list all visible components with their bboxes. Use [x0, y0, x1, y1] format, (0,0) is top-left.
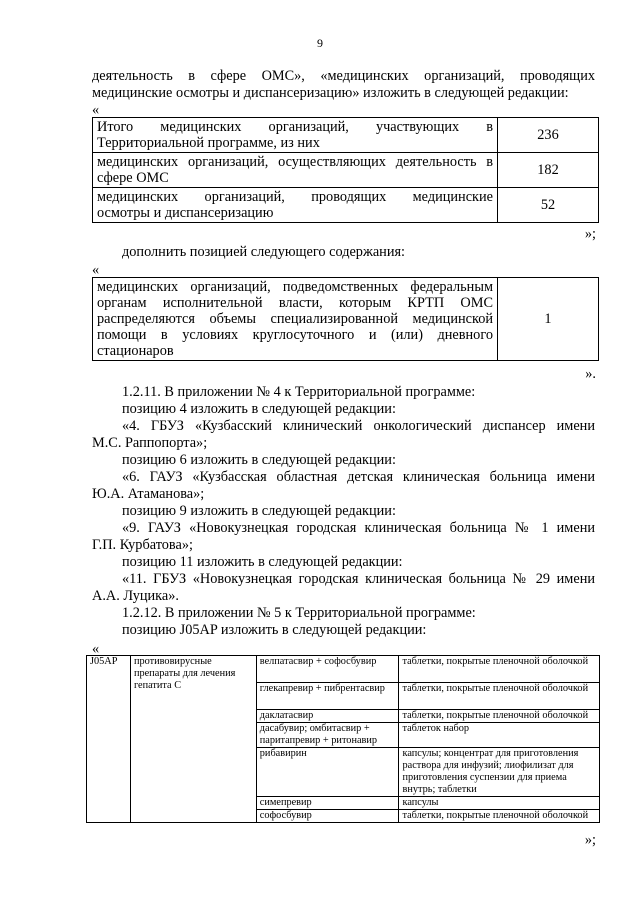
table-cell-value: 182 — [498, 153, 599, 188]
body-line: М.С. Раппопорта»; — [92, 435, 208, 451]
cell-line: медицинских организаций, проводящих медицинские — [97, 189, 493, 205]
table-cell-value: 1 — [498, 278, 599, 361]
close-quote-1: »; — [584, 226, 596, 242]
table-cell-value: 52 — [498, 188, 599, 223]
dosage-form-cell: таблетки, покрытые пленочной оболочкой — [399, 656, 600, 683]
body-line: позицию J05AP изложить в следующей редакции: — [122, 622, 427, 638]
table-cell-label — [93, 118, 498, 153]
table-row — [87, 656, 600, 683]
dosage-form-cell: капсулы; концентрат для приготовления раствора для инфузий; лиофилизат для приготовления суспензии для приема внутрь; таблетки — [399, 748, 600, 797]
cell-line: осмотры и диспансеризацию — [97, 205, 274, 221]
table-row — [93, 188, 599, 223]
table-cell-value: 236 — [498, 118, 599, 153]
drug-name-cell: дасабувир; омбитасвир + паритапревир + ритонавир — [256, 723, 399, 748]
body-line: Г.П. Курбатова»; — [92, 537, 193, 553]
cell-line: медицинских организаций, осуществляющих деятельность в — [97, 154, 493, 170]
body-line: Ю.А. Атаманова»; — [92, 486, 205, 502]
drug-name-cell: велпатасвир + софосбувир — [256, 656, 399, 683]
dosage-form-cell: таблеток набор — [399, 723, 600, 748]
table-row — [93, 118, 599, 153]
body-line: А.А. Луцика». — [92, 588, 179, 604]
cell-line: медицинских организаций, подведомственных федеральным — [97, 279, 493, 295]
cell-line: сфере ОМС — [97, 170, 169, 186]
atc-code-cell: J05AP — [87, 656, 131, 823]
cell-line: стационаров — [97, 343, 174, 359]
close-quote-3: »; — [584, 832, 596, 848]
drug-name-cell: глекапревир + пибрентасвир — [256, 683, 399, 710]
drug-name-cell: софосбувир — [256, 810, 399, 823]
drug-name-cell: симепревир — [256, 797, 399, 810]
dosage-form-cell: таблетки, покрытые пленочной оболочкой — [399, 810, 600, 823]
table-row — [93, 153, 599, 188]
body-line: «9. ГАУЗ «Новокузнецкая городская клиническая больница № 1 имени — [122, 520, 595, 536]
drug-name-cell: даклатасвир — [256, 710, 399, 723]
body-line: «6. ГАУЗ «Кузбасская областная детская клиническая больница имени — [122, 469, 595, 485]
cell-line: помощи в условиях круглосуточного и (или) дневного — [97, 327, 493, 343]
body-line: «11. ГБУЗ «Новокузнецкая городская клиническая больница № 29 имени — [122, 571, 595, 587]
cell-line: распределяются объемы специализированной медицинской — [97, 311, 493, 327]
drug-group-cell: противовирусные препараты для лечения гепатита С — [130, 656, 256, 823]
dosage-form-cell: таблетки, покрытые пленочной оболочкой — [399, 683, 600, 710]
open-quote-2: « — [92, 262, 100, 278]
table-row — [93, 278, 599, 361]
federal-organizations-table — [92, 277, 599, 361]
open-quote-3: « — [92, 641, 100, 657]
body-line: 1.2.12. В приложении № 5 к Территориальной программе: — [122, 605, 476, 621]
page-number: 9 — [317, 36, 323, 50]
antiviral-drugs-table — [86, 655, 600, 823]
organizations-count-table — [92, 117, 599, 223]
table-cell-label — [93, 188, 498, 223]
table-cell-label — [93, 278, 498, 361]
cell-line: Итого медицинских организаций, участвующих в — [97, 119, 493, 135]
table-cell-label — [93, 153, 498, 188]
cell-line: Территориальной программе, из них — [97, 135, 320, 151]
intro-line-1: деятельность в сфере ОМС», «медицинских организаций, проводящих — [92, 68, 595, 84]
intro-line-2: медицинские осмотры и диспансеризацию» изложить в следующей редакции: — [92, 85, 569, 101]
drug-name-cell: рибавирин — [256, 748, 399, 797]
body-line: позицию 11 изложить в следующей редакции: — [122, 554, 403, 570]
cell-line: органам исполнительной власти, которым КРТП ОМС — [97, 295, 493, 311]
body-line: позицию 6 изложить в следующей редакции: — [122, 452, 396, 468]
add-position-text: дополнить позицией следующего содержания: — [122, 244, 406, 260]
close-quote-2: ». — [585, 366, 596, 382]
dosage-form-cell: таблетки, покрытые пленочной оболочкой — [399, 710, 600, 723]
dosage-form-cell: капсулы — [399, 797, 600, 810]
body-line: 1.2.11. В приложении № 4 к Территориальной программе: — [122, 384, 476, 400]
body-line: позицию 9 изложить в следующей редакции: — [122, 503, 396, 519]
body-line: «4. ГБУЗ «Кузбасский клинический онкологический диспансер имени — [122, 418, 595, 434]
body-line: позицию 4 изложить в следующей редакции: — [122, 401, 396, 417]
open-quote-1: « — [92, 102, 100, 118]
